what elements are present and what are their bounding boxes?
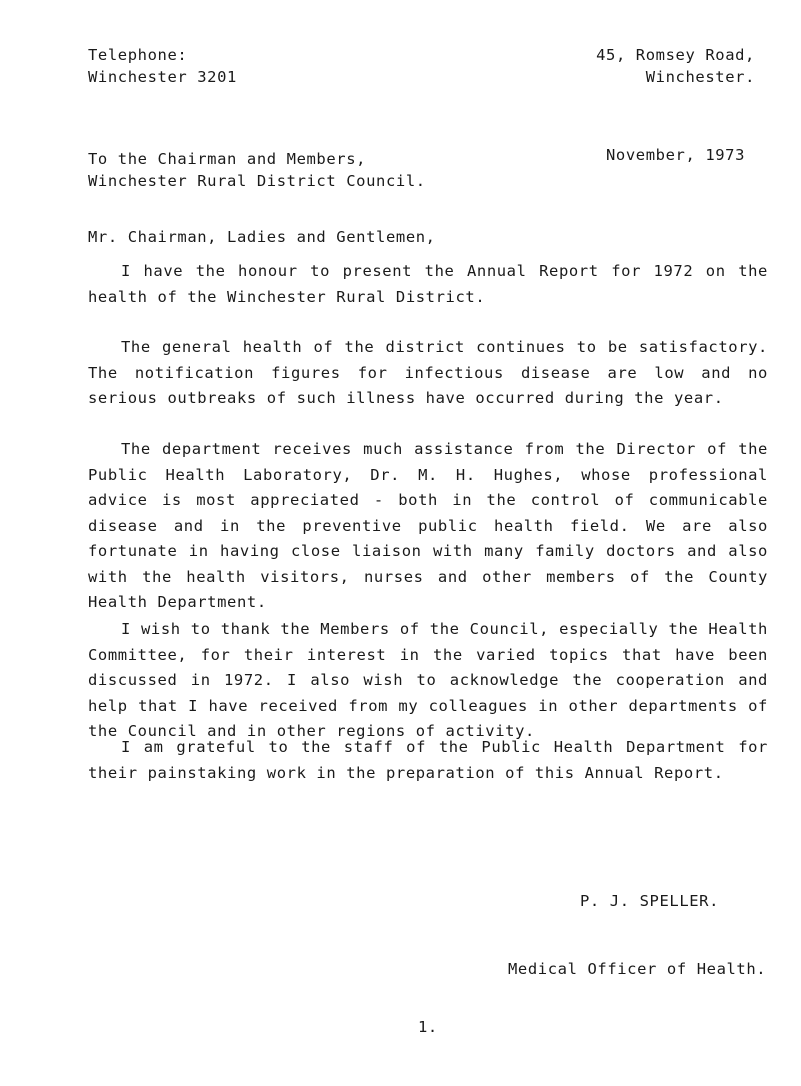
address-line-1: 45, Romsey Road, bbox=[596, 46, 755, 64]
signature-name: P. J. SPELLER. bbox=[580, 892, 720, 910]
addressee-line-1: To the Chairman and Members, bbox=[88, 150, 367, 168]
paragraph-text: The general health of the district continues to be satisfactory. The notification figures for infectious disease are low and no serious outbreaks of such illness have occurred during the year. bbox=[88, 338, 768, 407]
paragraph-text: I wish to thank the Members of the Council, especially the Health Committee, for their interest in the varied topics that have been discussed in 1972. I also wish to acknowledge the cooperation and help that I have received from my colleagues in other departments of the Council and in other regions of activity. bbox=[88, 620, 768, 740]
paragraph-2 bbox=[88, 335, 768, 412]
paragraph-text: I have the honour to present the Annual Report for 1972 on the health of the Winchester Rural District. bbox=[88, 262, 768, 306]
addressee-line-2: Winchester Rural District Council. bbox=[88, 172, 426, 190]
address-block bbox=[545, 44, 755, 88]
salutation: Mr. Chairman, Ladies and Gentlemen, bbox=[88, 228, 436, 246]
letter-date: November, 1973 bbox=[606, 146, 746, 164]
paragraph-text: The department receives much assistance from the Director of the Public Health Laboratory, Dr. M. H. Hughes, whose professional advice is most appreciated - both in the control of communicable disease and in the preventive public health field. We are also fortunate in having close liaison with many family doctors and also with the health visitors, nurses and other members of the County Health Department. bbox=[88, 440, 768, 611]
paragraph-1 bbox=[88, 259, 768, 310]
paragraph-5 bbox=[88, 735, 768, 786]
signature-title: Medical Officer of Health. bbox=[508, 960, 767, 978]
telephone-number: Winchester 3201 bbox=[88, 68, 237, 86]
telephone-block bbox=[88, 44, 237, 88]
paragraph-text: I am grateful to the staff of the Public Health Department for their painstaking work in the preparation of this Annual Report. bbox=[88, 738, 768, 782]
addressee-block bbox=[88, 148, 426, 192]
telephone-label: Telephone: bbox=[88, 46, 188, 64]
paragraph-4 bbox=[88, 617, 768, 745]
page-number: 1. bbox=[418, 1018, 438, 1036]
paragraph-3 bbox=[88, 437, 768, 616]
address-line-2: Winchester. bbox=[645, 68, 755, 86]
